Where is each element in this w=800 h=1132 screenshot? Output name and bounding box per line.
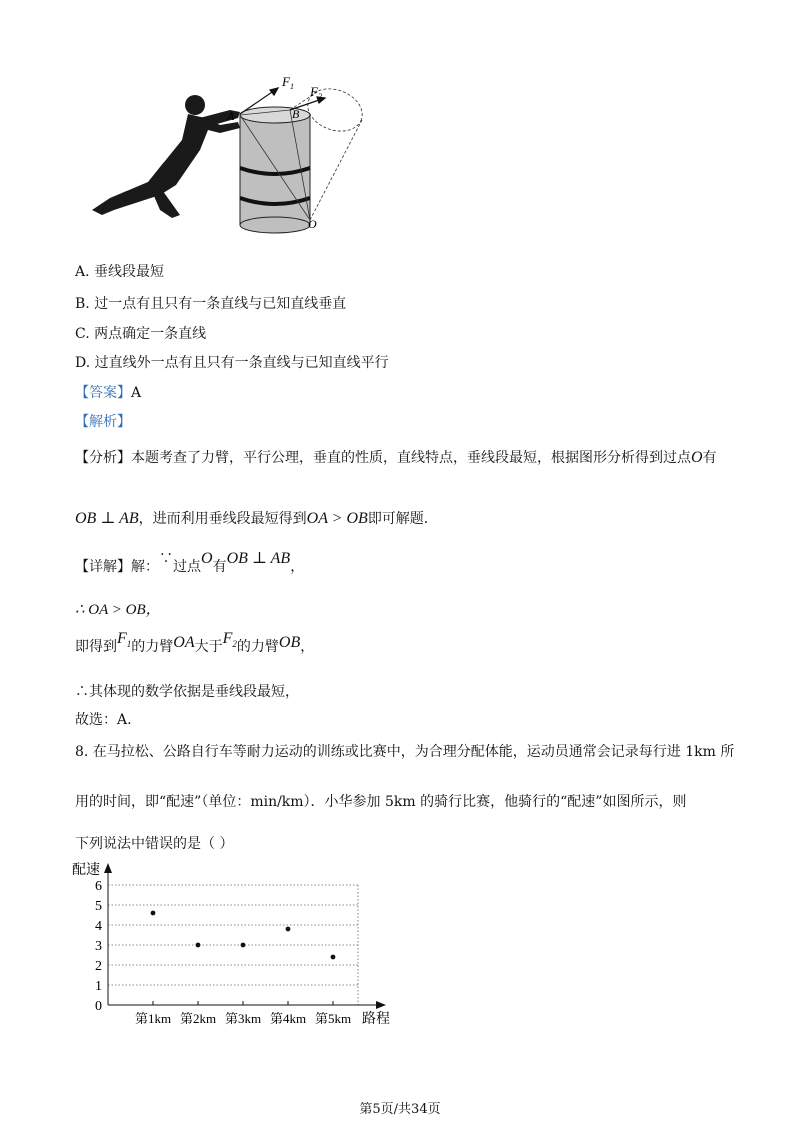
- cylinder-push-figure: [80, 70, 370, 240]
- y-axis-arrow: [104, 863, 112, 873]
- data-point: [196, 943, 201, 948]
- detail-line3-b: 的力臂: [131, 639, 174, 655]
- detail-line3-e: ，: [300, 639, 315, 655]
- detail-line3-d: 的力臂: [236, 639, 279, 655]
- detail-label: 【详解】解：: [75, 559, 159, 575]
- detail-line3-c: 大于: [194, 639, 223, 655]
- fenxi-text1: 本题考查了力臂，平行公理，垂直的性质，直线特点，垂线段最短，根据图形分析得到过点: [131, 450, 691, 466]
- detail-guodian: 过点: [173, 559, 201, 575]
- option-c: C. 两点确定一条直线: [75, 326, 207, 342]
- x-tick-label: 第1km: [134, 1011, 172, 1026]
- label-b: B: [292, 107, 300, 121]
- y-tick-label: 2: [95, 959, 102, 974]
- detail-line4: ∴其体现的数学依据是垂线段最短，: [75, 684, 299, 700]
- option-d: D. 过直线外一点有且只有一条直线与已知直线平行: [75, 355, 389, 371]
- data-point: [151, 911, 156, 916]
- label-o: O: [308, 217, 317, 231]
- person-silhouette: [92, 95, 240, 218]
- q8-line1: 8. 在马拉松、公路自行车等耐力运动的训练或比赛中，为合理分配体能，运动员通常会记录每行进 1km 所: [75, 744, 735, 760]
- cylinder: [240, 107, 310, 233]
- x-axis-arrow: [376, 1001, 386, 1009]
- fenxi-you: 有: [702, 450, 717, 466]
- x-axis-label: 路程: [362, 1012, 390, 1027]
- x-tick-label: 第2km: [179, 1011, 217, 1026]
- label-f1: $F_1$: [282, 74, 294, 91]
- data-point: [286, 927, 291, 932]
- q8-line2: 用的时间，即“配速”（单位：min/km）．小华参加 5km 的骑行比赛，他骑行的“配速”如图所示，则: [75, 794, 687, 810]
- label-f2: $F_2$: [310, 84, 322, 101]
- answer-line: [75, 382, 141, 402]
- fenxi-line1: [75, 447, 717, 467]
- oa-symbol: OA: [173, 634, 195, 651]
- page-footer: 第5页/共34页: [359, 1102, 441, 1117]
- detail-line1: [75, 550, 305, 576]
- data-point: [331, 955, 336, 960]
- detail-line5: 故选：A.: [75, 712, 132, 728]
- detail-line2: ∴ OA > OB，: [75, 602, 161, 618]
- detail-comma: ，: [290, 559, 305, 575]
- fenxi-text3: 即可解题.: [367, 511, 429, 527]
- detail-o: O: [201, 550, 213, 567]
- detail-line3: [75, 630, 315, 657]
- because-symbol: ∵: [159, 551, 173, 567]
- y-tick-label: 6: [95, 879, 102, 894]
- fenxi-math2: OA > OB: [306, 510, 368, 527]
- option-a: A. 垂线段最短: [75, 264, 165, 280]
- fenxi-o: O: [691, 449, 703, 466]
- f1-symbol: $F_1$: [117, 630, 132, 650]
- option-b: B. 过一点有且只有一条直线与已知直线垂直: [75, 296, 347, 312]
- detail-you: 有: [212, 559, 227, 575]
- y-tick-label: 1: [95, 979, 102, 994]
- y-tick-label: 0: [95, 999, 102, 1014]
- label-a: A: [227, 109, 235, 123]
- fenxi-text2: ，进而利用垂线段最短得到: [138, 511, 307, 527]
- y-axis-label: 配速: [72, 863, 100, 878]
- answer-label: 【答案】: [75, 385, 131, 401]
- fenxi-label: 【分析】: [75, 450, 131, 466]
- detail-math: OB ⊥ AB: [226, 550, 291, 567]
- ob-symbol: OB: [278, 634, 301, 651]
- fenxi-line2: [75, 508, 428, 528]
- fenxi-math1: OB ⊥ AB: [75, 510, 139, 527]
- x-tick-label: 第3km: [224, 1011, 262, 1026]
- y-tick-label: 4: [95, 919, 102, 934]
- y-tick-label: 5: [95, 899, 102, 914]
- detail-line3-a: 即得到: [75, 639, 117, 655]
- q8-line3: 下列说法中错误的是（ ）: [75, 836, 234, 852]
- x-tick-label: 第5km: [314, 1011, 352, 1026]
- analysis-label: 【解析】: [75, 414, 131, 430]
- pace-chart: [70, 855, 400, 1030]
- x-tick-label: 第4km: [269, 1011, 307, 1026]
- y-tick-label: 3: [95, 939, 102, 954]
- answer-value: A: [131, 385, 142, 401]
- data-point: [241, 943, 246, 948]
- f2-symbol: $F_2$: [222, 630, 237, 650]
